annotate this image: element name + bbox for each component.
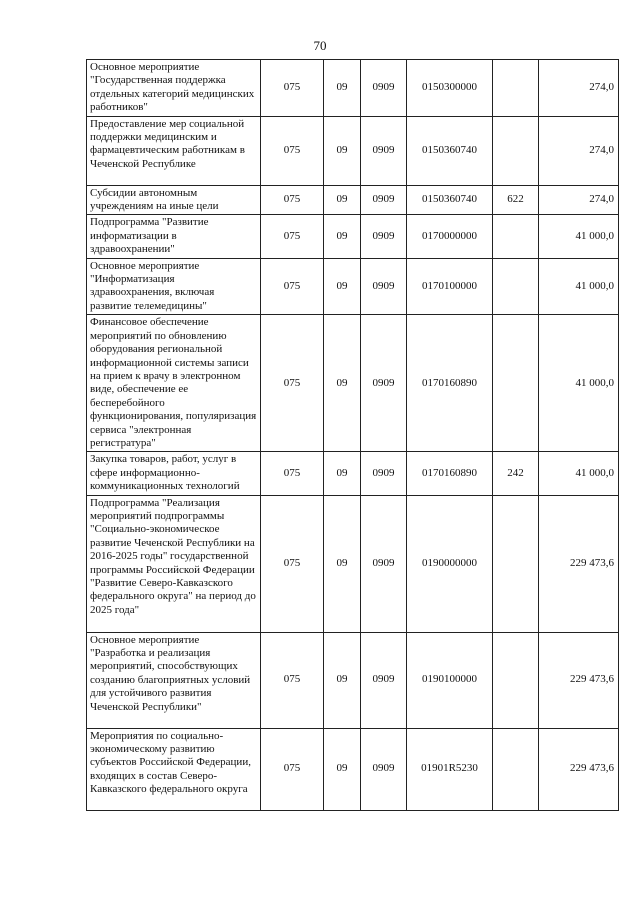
subsection-code-cell: 0909	[361, 185, 407, 215]
section-code-cell: 09	[324, 215, 361, 258]
section-code-cell: 09	[324, 185, 361, 215]
target-article-cell: 0170160890	[407, 452, 493, 495]
table-row	[87, 495, 619, 632]
row-name-cell: Основное мероприятие "Разработка и реализация мероприятий, способствующих созданию благоприятных условий для устойчивого развития Чеченской Республики"	[87, 632, 261, 728]
expense-type-cell: 622	[493, 185, 539, 215]
department-code-cell: 075	[261, 452, 324, 495]
expense-type-cell: 242	[493, 452, 539, 495]
expense-type-cell	[493, 728, 539, 810]
target-article-cell: 0170000000	[407, 215, 493, 258]
target-article-cell: 0150360740	[407, 185, 493, 215]
subsection-code-cell: 0909	[361, 258, 407, 315]
subsection-code-cell: 0909	[361, 728, 407, 810]
table-row	[87, 60, 619, 117]
section-code-cell: 09	[324, 258, 361, 315]
amount-cell: 41 000,0	[539, 452, 619, 495]
target-article-cell: 01901R5230	[407, 728, 493, 810]
table-row	[87, 452, 619, 495]
subsection-code-cell: 0909	[361, 315, 407, 452]
target-article-cell: 0150300000	[407, 60, 493, 117]
amount-cell: 41 000,0	[539, 258, 619, 315]
expense-type-cell	[493, 116, 539, 185]
department-code-cell: 075	[261, 185, 324, 215]
table-row	[87, 215, 619, 258]
target-article-cell: 0150360740	[407, 116, 493, 185]
expense-type-cell	[493, 632, 539, 728]
row-name-cell: Финансовое обеспечение мероприятий по обновлению оборудования региональной информационной системы записи на прием к врачу в электронном виде, обеспечение ее бесперебойного функционирования, популяризация сервиса "электронная регистратура"	[87, 315, 261, 452]
department-code-cell: 075	[261, 315, 324, 452]
subsection-code-cell: 0909	[361, 60, 407, 117]
subsection-code-cell: 0909	[361, 116, 407, 185]
expense-type-cell	[493, 258, 539, 315]
row-name-cell: Мероприятия по социально-экономическому развитию субъектов Российской Федерации, входящих в состав Северо-Кавказского федерального округа	[87, 728, 261, 810]
department-code-cell: 075	[261, 215, 324, 258]
amount-cell: 229 473,6	[539, 495, 619, 632]
target-article-cell: 0190100000	[407, 632, 493, 728]
row-name-cell: Закупка товаров, работ, услуг в сфере информационно-коммуникационных технологий	[87, 452, 261, 495]
section-code-cell: 09	[324, 632, 361, 728]
table-row	[87, 116, 619, 185]
row-name-cell: Подпрограмма "Развитие информатизации в здравоохранении"	[87, 215, 261, 258]
target-article-cell: 0170160890	[407, 315, 493, 452]
amount-cell: 274,0	[539, 116, 619, 185]
row-name-cell: Предоставление мер социальной поддержки медицинским и фармацевтическим работникам в Чеченской Республике	[87, 116, 261, 185]
section-code-cell: 09	[324, 60, 361, 117]
department-code-cell: 075	[261, 116, 324, 185]
row-name-cell: Основное мероприятие "Информатизация здравоохранения, включая развитие телемедицины"	[87, 258, 261, 315]
expense-type-cell	[493, 495, 539, 632]
table-row	[87, 185, 619, 215]
table-row	[87, 632, 619, 728]
expense-type-cell	[493, 60, 539, 117]
table-row	[87, 258, 619, 315]
amount-cell: 229 473,6	[539, 728, 619, 810]
budget-table	[86, 59, 619, 811]
subsection-code-cell: 0909	[361, 452, 407, 495]
amount-cell: 41 000,0	[539, 215, 619, 258]
row-name-cell: Субсидии автономным учреждениям на иные цели	[87, 185, 261, 215]
table-row	[87, 315, 619, 452]
target-article-cell: 0170100000	[407, 258, 493, 315]
amount-cell: 229 473,6	[539, 632, 619, 728]
department-code-cell: 075	[261, 258, 324, 315]
subsection-code-cell: 0909	[361, 215, 407, 258]
expense-type-cell	[493, 215, 539, 258]
target-article-cell: 0190000000	[407, 495, 493, 632]
subsection-code-cell: 0909	[361, 495, 407, 632]
row-name-cell: Основное мероприятие "Государственная поддержка отдельных категорий медицинских работников"	[87, 60, 261, 117]
row-name-cell: Подпрограмма "Реализация мероприятий подпрограммы "Социально-экономическое развитие Чеченской Республики на 2016-2025 годы" государственной программы Российской Федерации "Развитие Северо-Кавказского федерального округа" на период до 2025 года"	[87, 495, 261, 632]
subsection-code-cell: 0909	[361, 632, 407, 728]
section-code-cell: 09	[324, 116, 361, 185]
amount-cell: 274,0	[539, 60, 619, 117]
amount-cell: 41 000,0	[539, 315, 619, 452]
section-code-cell: 09	[324, 452, 361, 495]
department-code-cell: 075	[261, 632, 324, 728]
amount-cell: 274,0	[539, 185, 619, 215]
department-code-cell: 075	[261, 60, 324, 117]
table-row	[87, 728, 619, 810]
section-code-cell: 09	[324, 495, 361, 632]
section-code-cell: 09	[324, 315, 361, 452]
department-code-cell: 075	[261, 728, 324, 810]
page-number: 70	[313, 38, 327, 53]
expense-type-cell	[493, 315, 539, 452]
section-code-cell: 09	[324, 728, 361, 810]
department-code-cell: 075	[261, 495, 324, 632]
